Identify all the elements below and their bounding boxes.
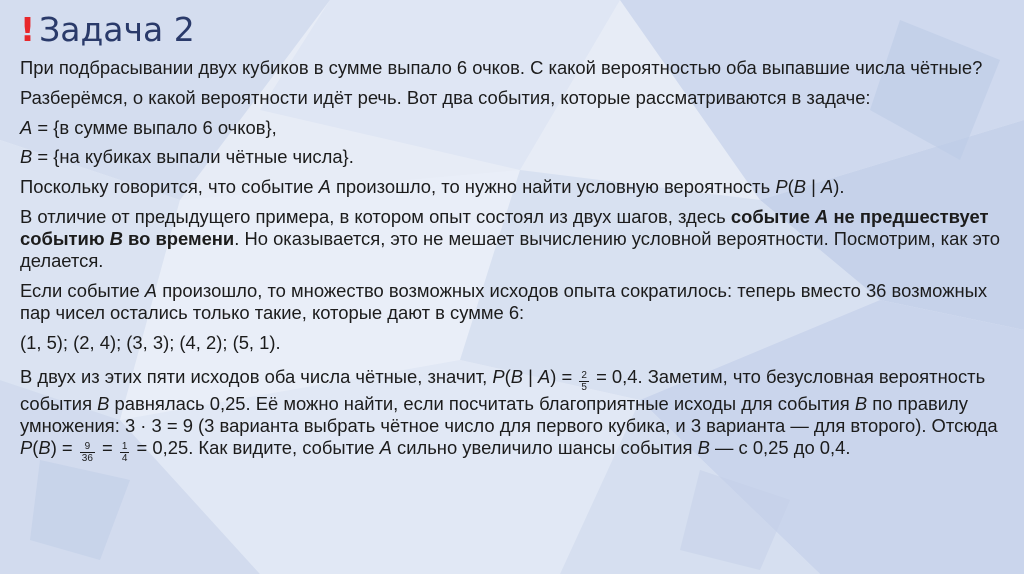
text-run: Если событие: [20, 280, 145, 301]
text-run: =: [96, 437, 118, 458]
title-text: Задача 2: [39, 10, 195, 49]
var-b: B: [109, 228, 123, 249]
text-run: не предшествует событию: [20, 206, 989, 249]
text-run: ) =: [50, 437, 78, 458]
slide-content: [20, 57, 1010, 472]
text-run: Поскольку говорится, что событие: [20, 176, 319, 197]
paragraph-conditional: [20, 176, 1010, 198]
event-b-text: = {на кубиках выпали чётные числа}.: [32, 146, 354, 167]
event-a-var: A: [20, 117, 33, 138]
event-b-var: B: [20, 146, 33, 167]
text-run: — с 0,25 до 0,4.: [709, 437, 851, 458]
text-run: по правилу умножения: 3 · 3 = 9 (3 варианта выбрать чётное число для первого кубика, и 3 варианта — для второго). Отсюда: [20, 393, 998, 436]
var-p: P: [492, 366, 505, 387]
paragraph-reduced-outcomes: [20, 280, 1010, 324]
text-run: сильно увеличило шансы события: [391, 437, 698, 458]
text-run: В двух из этих пяти исходов оба числа чётные, значит,: [20, 366, 493, 387]
var-p: P: [20, 437, 33, 458]
fraction-denominator: 4: [121, 453, 128, 464]
event-a-text: = {в сумме выпало 6 очков},: [32, 117, 277, 138]
text-run: (: [32, 437, 39, 458]
fraction-numerator: 9: [80, 441, 95, 453]
var-b: B: [510, 366, 524, 387]
text-run: |: [523, 366, 539, 387]
exclamation-mark: !: [20, 10, 36, 49]
var-b: B: [38, 437, 51, 458]
text-run: произошло, то множество возможных исходов опыта сократилось: теперь вместо 36 возможных пар чисел остались только такие, которые дают в сумме 6:: [20, 280, 988, 323]
fraction-denominator: 36: [81, 453, 93, 464]
paragraph-time-order: [20, 206, 1010, 272]
var-b: B: [854, 393, 868, 414]
text-run: В отличие от предыдущего примера, в котором опыт состоял из двух шагов, здесь: [20, 206, 731, 227]
paragraph-solution: [20, 366, 1010, 464]
text-run: ) =: [550, 366, 578, 387]
var-a: A: [379, 437, 392, 458]
fraction-numerator: 1: [121, 441, 128, 452]
text-run: событие: [730, 206, 816, 227]
event-a-definition: [20, 117, 1010, 139]
text-run: равнялась 0,25. Её можно найти, если посчитать благоприятные исходы для события: [109, 393, 855, 414]
var-a: A: [815, 206, 829, 227]
var-p: P: [775, 176, 788, 197]
text-run: во времени: [122, 228, 235, 249]
pairs-list: (1, 5); (2, 4); (3, 3); (4, 2); (5, 1).: [20, 332, 281, 353]
var-b: B: [97, 393, 110, 414]
text-run: произошло, то нужно найти условную вероятность: [330, 176, 776, 197]
problem-statement: При подбрасывании двух кубиков в сумме выпало 6 очков. С какой вероятностью оба выпавшие числа чётные?: [20, 57, 983, 78]
text-run: (: [787, 176, 794, 197]
text-run: = 0,25. Как видите, событие: [131, 437, 380, 458]
text-run: ).: [833, 176, 845, 197]
var-a: A: [538, 366, 551, 387]
text-run: |: [806, 176, 821, 197]
fraction-nine-thirtysix: [80, 441, 95, 464]
var-a: A: [821, 176, 834, 197]
text-run: = 0,4. Заметим, что безусловная вероятность события: [20, 366, 986, 414]
fraction-denominator: 5: [581, 382, 587, 393]
text-run: . Но оказывается, это не мешает вычислению условной вероятности. Посмотрим, как это делается.: [20, 228, 1000, 271]
fraction-one-quarter: [120, 441, 130, 464]
var-b: B: [697, 437, 710, 458]
text-run: (: [504, 366, 511, 387]
fraction-two-fifths: [579, 370, 589, 393]
event-b-definition: [20, 146, 1010, 168]
slide-title: [20, 10, 195, 49]
var-a: A: [144, 280, 158, 301]
fraction-numerator: 2: [581, 370, 587, 381]
var-a: A: [318, 176, 331, 197]
paragraph-intro: Разберёмся, о какой вероятности идёт речь. Вот два события, которые рассматриваются в задаче:: [20, 87, 871, 108]
var-b: B: [793, 176, 806, 197]
